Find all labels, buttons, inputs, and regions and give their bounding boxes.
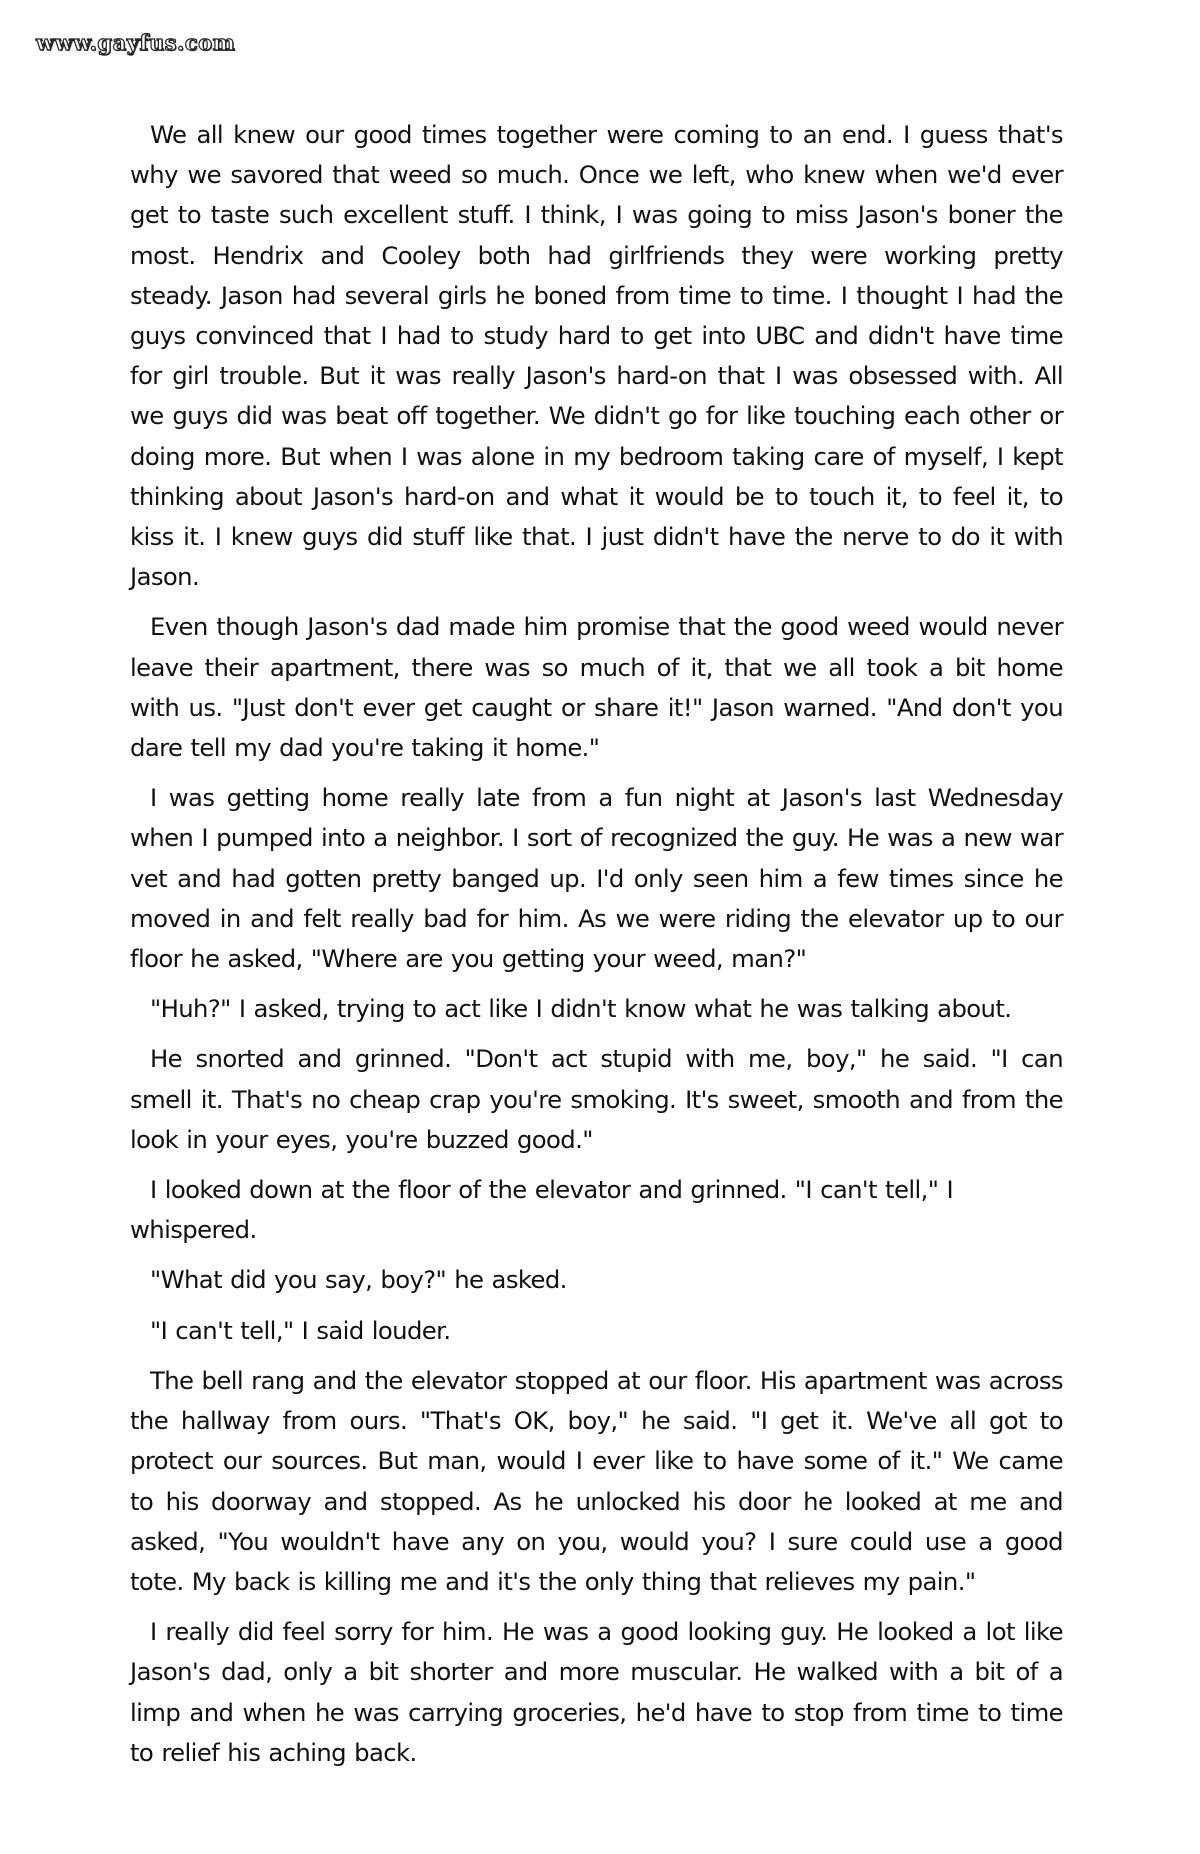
paragraph-1: We all knew our good times together were coming to an end. I guess that's why we savored that weed so much. Once we left, who knew when we'd ever get to taste such excellent stuff. I think, I was going to miss Jason's boner the most. Hendrix and Cooley both had girlfriends they were working pretty steady. Jason had several girls he boned from time to time. I thought I had the guys convinced that I had to study hard to get into UBC and didn't have time for girl trouble. But it was really Jason's hard-on that I was obsessed with. All we guys did was beat off together. We didn't go for like touching each other or doing more. But when I was alone in my bedroom taking care of myself, I kept thinking about Jason's hard-on and what it would be to touch it, to feel it, to kiss it. I knew guys did stuff like that. I just didn't have the nerve to do it with Jason. (130, 120, 1063, 592)
paragraph-8: "I can't tell," I said louder. (150, 1315, 451, 1345)
paragraph-10: I really did feel sorry for him. He was a good looking guy. He looked a lot like Jason's dad, only a bit shorter and more muscular. He walked with a bit of a limp and when he was carrying groceries, he'd have to stop from time to time to relief his aching back. (130, 1617, 1063, 1767)
paragraph-4: "Huh?" I asked, trying to act like I didn't know what he was talking about. (150, 994, 1012, 1024)
paragraph-3: I was getting home really late from a fun night at Jason's last Wednesday when I pumped into a neighbor. I sort of recognized the guy. He was a new war vet and had gotten pretty banged up. I'd only seen him a few times since he moved in and felt really bad for him. As we were riding the elevator up to our floor he asked, "Where are you getting your weed, man?" (130, 783, 1063, 974)
site-watermark: www.gayfus.com (36, 30, 236, 55)
paragraph-6: I looked down at the floor of the elevator and grinned. "I can't tell," I whispered. (130, 1175, 954, 1245)
paragraph-2: Even though Jason's dad made him promise that the good weed would never leave their apartment, there was so much of it, that we all took a bit home with us. "Just don't ever get caught or share it!" Jason warned. "And don't you dare tell my dad you're taking it home." (130, 612, 1063, 763)
paragraph-7: "What did you say, boy?" he asked. (150, 1265, 567, 1295)
story-text (130, 115, 1063, 1783)
paragraph-5: He snorted and grinned. "Don't act stupid with me, boy," he said. "I can smell it. That's no cheap crap you're smoking. It's sweet, smooth and from the look in your eyes, you're buzzed good." (130, 1044, 1063, 1154)
paragraph-9: The bell rang and the elevator stopped at our floor. His apartment was across the hallway from ours. "That's OK, boy," he said. "I get it. We've all got to protect our sources. But man, would I ever like to have some of it." We came to his doorway and stopped. As he unlocked his door he looked at me and asked, "You wouldn't have any on you, would you? I sure could use a good tote. My back is killing me and it's the only thing that relieves my pain." (130, 1365, 1063, 1596)
